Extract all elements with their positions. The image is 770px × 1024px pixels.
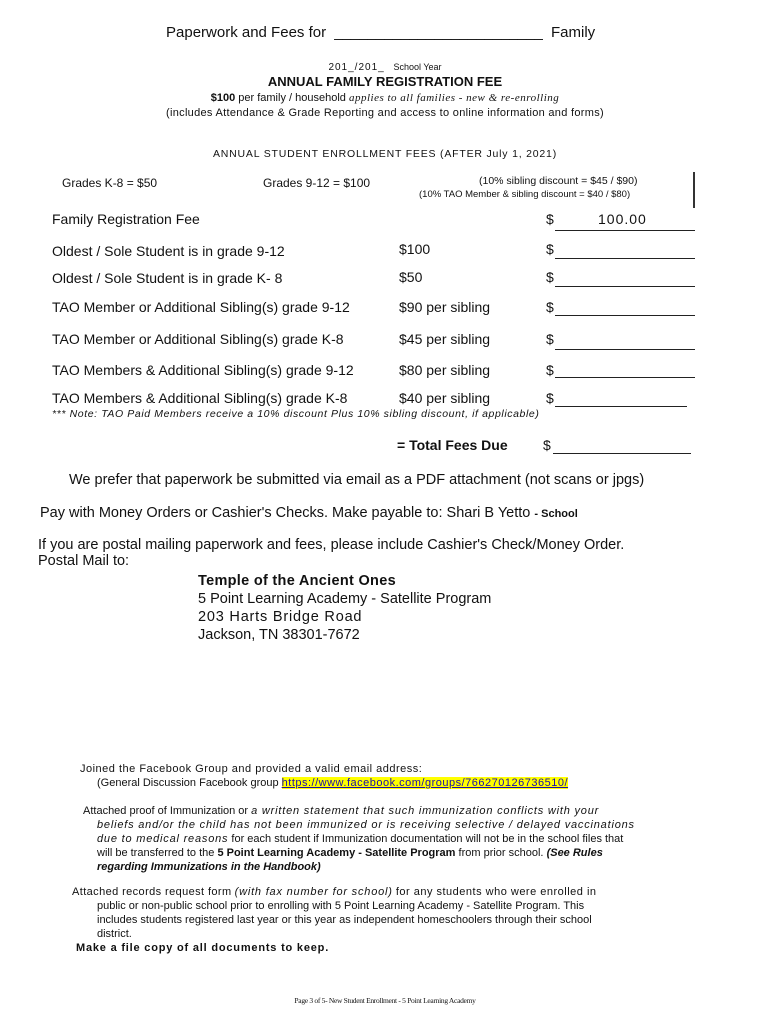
fee-line [0, 92, 770, 104]
pay-suffix: - School [534, 508, 578, 520]
fee-row-label: Oldest / Sole Student is in grade K- 8 [52, 270, 283, 286]
postal-instructions: If you are postal mailing paperwork and fees, please include Cashier's Check/Money Order. [38, 537, 625, 553]
enrollment-heading: ANNUAL STUDENT ENROLLMENT FEES (AFTER July 1, 2021) [212, 148, 557, 160]
fee-amount: $100 [210, 92, 236, 104]
amount-blank[interactable] [555, 286, 695, 287]
amount-blank[interactable] [555, 377, 695, 378]
title-suffix: Family [550, 24, 596, 41]
address-line3: Jackson, TN 38301-7672 [198, 627, 360, 643]
immun-g: 5 Point Learning Academy - Satellite Program [217, 847, 456, 859]
immunization-line2: beliefs and/or the child has not been immunized or is receiving selective / delayed vaccinations [97, 819, 635, 831]
address-line1: 5 Point Learning Academy - Satellite Program [198, 591, 492, 607]
fee-applies: applies to all families - new & re-enrolling [348, 92, 560, 104]
immun-d: due to medical reasons [97, 833, 229, 845]
school-year: 201_/201_ [328, 62, 385, 73]
amount-blank[interactable] [555, 230, 695, 231]
fee-row-price: $40 per sibling [399, 390, 491, 406]
facebook-link[interactable]: https://www.facebook.com/groups/766270126736510/ [281, 777, 569, 789]
records-line4: district. [97, 928, 132, 940]
immunization-line3 [97, 833, 623, 845]
row-dollar: $ [546, 390, 554, 406]
sibling-discount: (10% sibling discount = $45 / $90) [479, 175, 638, 187]
fee-row-price: $100 [399, 241, 431, 257]
amount-blank[interactable] [555, 258, 695, 259]
amount-blank[interactable] [555, 349, 695, 350]
amount-blank[interactable] [555, 406, 687, 407]
row-label: Family Registration Fee [52, 211, 200, 227]
row-dollar: $ [546, 269, 554, 285]
pay-with: Pay with Money Orders or Cashier's Checks. Make payable to: Shari B Yetto [40, 505, 531, 521]
immunization-line1 [83, 805, 599, 817]
facebook-desc: (General Discussion Facebook group [97, 777, 279, 789]
immun-b: a written statement that such immunization conflicts with your [251, 805, 600, 817]
tao-note: *** Note: TAO Paid Members receive a 10% discount Plus 10% sibling discount, if applicable) [52, 408, 540, 420]
registration-fee-heading: ANNUAL FAMILY REGISTRATION FEE [267, 74, 503, 89]
records-line1 [72, 886, 597, 898]
total-text: = Total Fees Due [397, 437, 508, 453]
tao-discount: (10% TAO Member & sibling discount = $40 / $80) [419, 189, 631, 200]
copy-reminder: Make a file copy of all documents to keep. [76, 942, 330, 954]
row-dollar: $ [546, 299, 554, 315]
total-blank[interactable] [553, 453, 691, 454]
email-preference: We prefer that paperwork be submitted via email as a PDF attachment (not scans or jpgs) [69, 472, 645, 488]
facebook-line1: Joined the Facebook Group and provided a valid email address: [80, 763, 423, 775]
address-line2: 203 Harts Bridge Road [198, 609, 363, 625]
facebook-line2 [97, 777, 568, 789]
immun-h: from prior school. [458, 847, 544, 859]
grades-k8-fee: Grades K-8 = $50 [62, 176, 158, 190]
bracket-divider [693, 172, 695, 208]
immun-e: for each student if Immunization documentation will not be in the school files that [231, 833, 624, 845]
registration-amount: 100.00 [598, 211, 647, 227]
immun-a: Attached proof of Immunization or [83, 805, 249, 817]
title-prefix: Paperwork and Fees for [166, 24, 327, 41]
fee-desc: per family / household [238, 92, 346, 104]
fee-row-label: TAO Member or Additional Sibling(s) grade 9-12 [52, 299, 350, 315]
immun-i: (See Rules [546, 847, 603, 859]
total-dollar: $ [543, 437, 551, 453]
page-title [166, 24, 595, 41]
fee-row-price: $90 per sibling [399, 299, 491, 315]
records-b: (with fax number for school) [234, 886, 393, 898]
page-footer: Page 3 of 5- New Student Enrollment - 5 Point Learning Academy [294, 996, 476, 1005]
school-year-label: School Year [393, 62, 442, 72]
immunization-line5: regarding Immunizations in the Handbook) [97, 861, 321, 873]
fee-row-price: $50 [399, 269, 423, 285]
immun-f: will be transferred to the [97, 847, 215, 859]
grades-912-fee: Grades 9-12 = $100 [263, 176, 371, 190]
records-line3: includes students registered last year or this year as independent homeschoolers through their school [97, 914, 592, 926]
fee-row [52, 211, 200, 227]
includes-note: (includes Attendance & Grade Reporting and access to online information and forms) [166, 107, 604, 119]
address-name: Temple of the Ancient Ones [198, 573, 396, 589]
fee-row-price: $80 per sibling [399, 362, 491, 378]
title-blank: _________________________ [334, 24, 543, 41]
row-dollar: $ [546, 362, 554, 378]
fee-row-label: TAO Members & Additional Sibling(s) grade 9-12 [52, 362, 354, 378]
amount-blank[interactable] [555, 315, 695, 316]
row-dollar: $ [546, 241, 554, 257]
records-a: Attached records request form [72, 886, 232, 898]
school-year-line [0, 62, 770, 73]
fee-row-label: TAO Member or Additional Sibling(s) grade K-8 [52, 331, 344, 347]
payment-instructions [40, 505, 578, 521]
fee-row-label: TAO Members & Additional Sibling(s) grade K-8 [52, 390, 348, 406]
total-label [397, 437, 508, 453]
fee-row-label: Oldest / Sole Student is in grade 9-12 [52, 243, 285, 259]
postal-mail-to: Postal Mail to: [38, 553, 130, 569]
row-dollar: $ [546, 211, 554, 227]
records-line2: public or non-public school prior to enrolling with 5 Point Learning Academy - Satellite Program. This [97, 900, 585, 912]
records-c: for any students who were enrolled in [395, 886, 597, 898]
row-dollar: $ [546, 331, 554, 347]
fee-row-price: $45 per sibling [399, 331, 491, 347]
immunization-line4 [97, 847, 603, 859]
